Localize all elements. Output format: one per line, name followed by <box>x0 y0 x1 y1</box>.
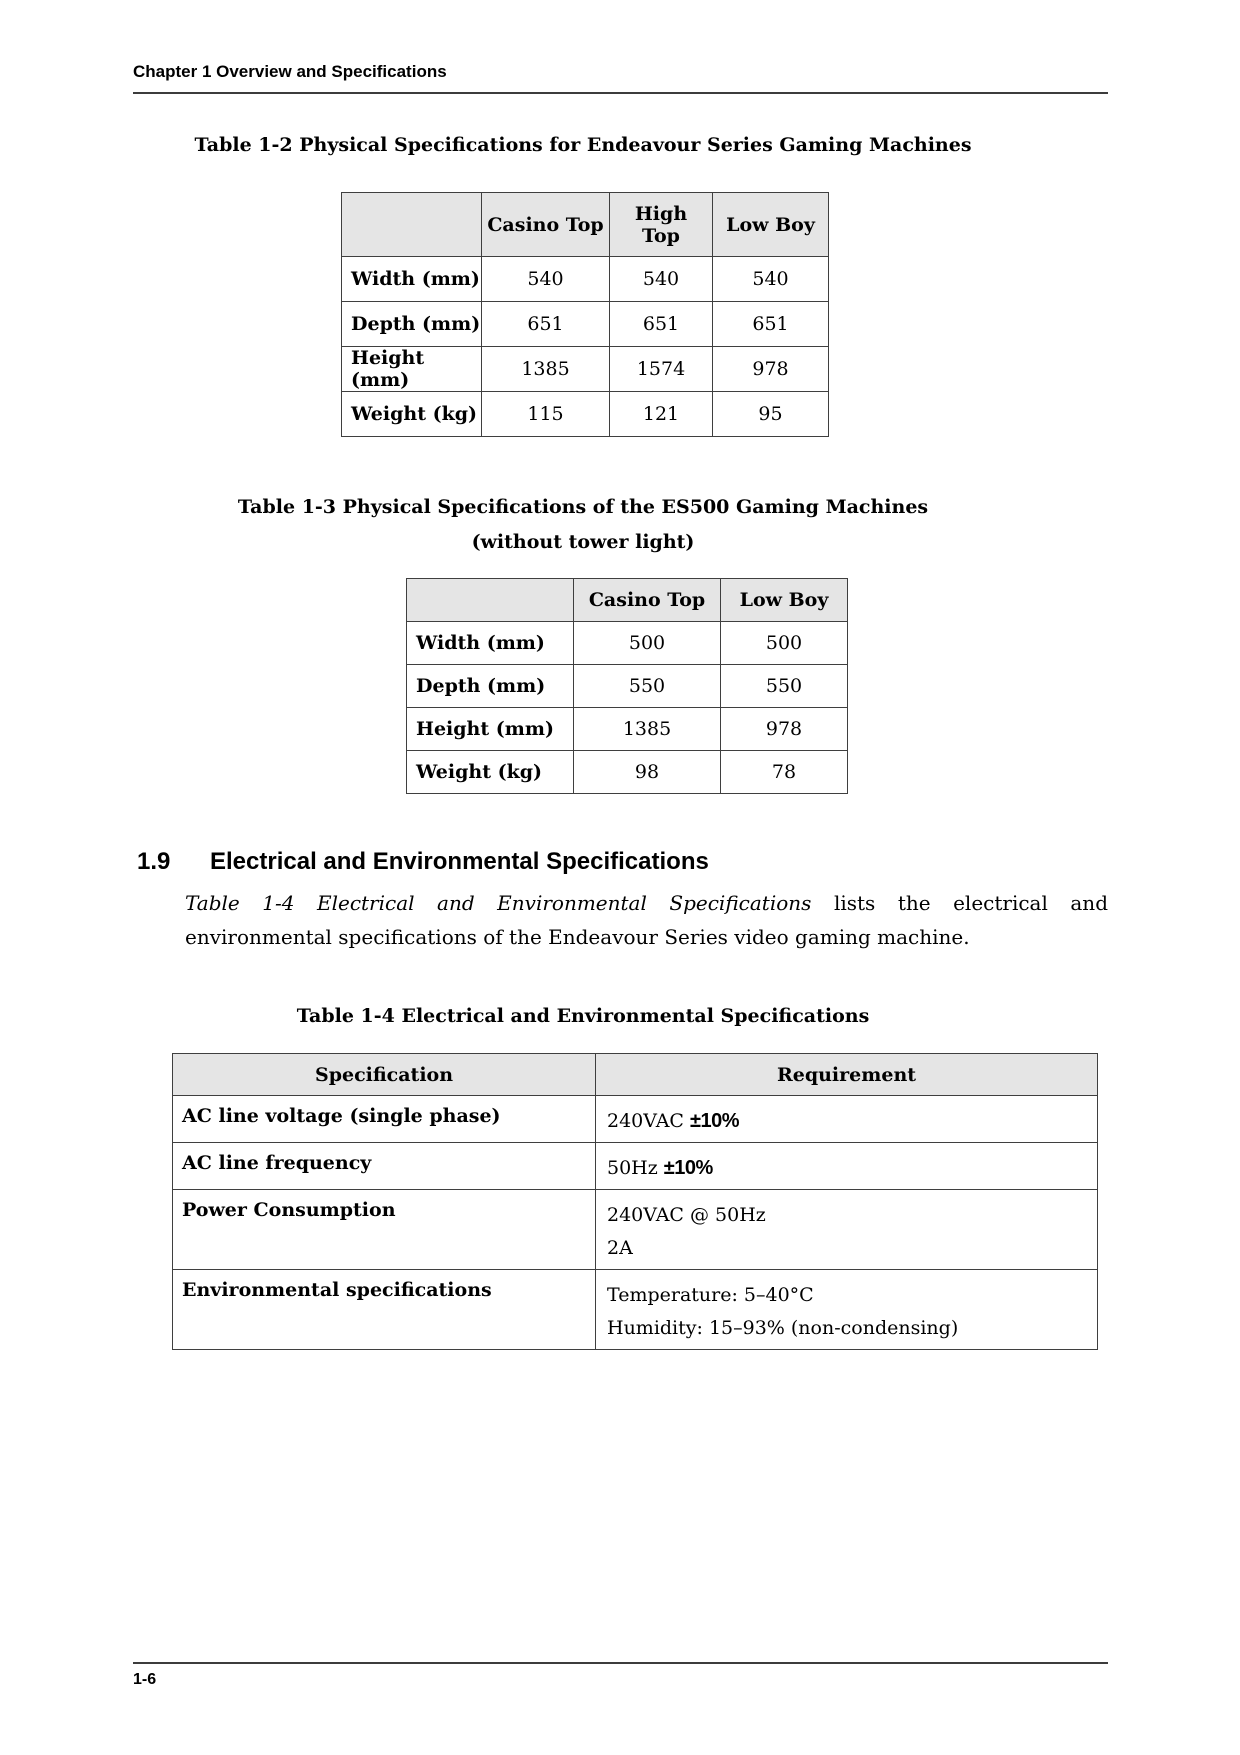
column-header: Low Boy <box>713 193 829 257</box>
column-header: Low Boy <box>721 579 848 622</box>
section-number: 1.9 <box>137 848 171 875</box>
table-1-3 <box>406 578 848 794</box>
value-cell: 540 <box>482 257 610 302</box>
row-label: Depth (mm) <box>407 665 574 708</box>
value-cell: 1385 <box>574 708 721 751</box>
value-cell: 978 <box>713 347 829 392</box>
value-cell: 121 <box>610 392 713 437</box>
body-text: lists the electrical and environmental specifications of the Endeavour Series video gaming machine. <box>185 891 1108 949</box>
requirement-cell <box>596 1096 1098 1143</box>
table-row <box>407 708 848 751</box>
header-rule <box>133 92 1108 94</box>
footer-rule <box>133 1662 1108 1664</box>
spec-label: AC line frequency <box>173 1143 596 1190</box>
row-label: Width (mm) <box>407 622 574 665</box>
value-cell: 500 <box>574 622 721 665</box>
row-label: Weight (kg) <box>407 751 574 794</box>
value-cell: 500 <box>721 622 848 665</box>
column-header: Requirement <box>596 1054 1098 1096</box>
value-cell: 1385 <box>482 347 610 392</box>
table-1-4-caption: Table 1-4 Electrical and Environmental Specifications <box>296 1005 870 1027</box>
table-row <box>342 302 829 347</box>
tolerance-text: ±10% <box>690 1110 740 1132</box>
requirement-text: 50Hz <box>607 1157 664 1179</box>
table-1-3-caption <box>133 490 1033 560</box>
column-header: Casino Top <box>482 193 610 257</box>
value-cell: 550 <box>721 665 848 708</box>
chapter-header: Chapter 1 Overview and Specifications <box>133 62 447 81</box>
value-cell: 540 <box>713 257 829 302</box>
spec-label: Power Consumption <box>173 1190 596 1270</box>
table-row <box>173 1190 1098 1270</box>
page-number: 1-6 <box>133 1671 157 1688</box>
table-1-3-caption-line1: Table 1-3 Physical Specifications of the ES500 Gaming Machines <box>237 496 929 518</box>
table-row <box>173 1143 1098 1190</box>
table-row <box>342 257 829 302</box>
corner-cell <box>342 193 482 257</box>
column-header: Specification <box>173 1054 596 1096</box>
table-reference-italic: Table 1-4 Electrical and Environmental Specifications <box>185 891 812 915</box>
requirement-cell <box>596 1143 1098 1190</box>
value-cell: 651 <box>482 302 610 347</box>
table-header-row <box>407 579 848 622</box>
row-label: Weight (kg) <box>342 392 482 437</box>
body-paragraph <box>185 886 1108 954</box>
requirement-line: 2A <box>607 1237 633 1259</box>
table-row <box>173 1096 1098 1143</box>
value-cell: 651 <box>610 302 713 347</box>
section-title: Electrical and Environmental Specifications <box>210 848 709 875</box>
section-heading <box>137 848 709 876</box>
table-row <box>342 392 829 437</box>
table-row <box>407 751 848 794</box>
table-1-3-caption-line2: (without tower light) <box>471 531 695 553</box>
spec-label: Environmental specifications <box>173 1270 596 1350</box>
spec-label: AC line voltage (single phase) <box>173 1096 596 1143</box>
table-row <box>407 622 848 665</box>
table-row <box>173 1270 1098 1350</box>
table-1-2 <box>341 192 829 437</box>
requirement-line: Humidity: 15–93% (non-condensing) <box>607 1317 959 1339</box>
table-row <box>407 665 848 708</box>
row-label: Height (mm) <box>407 708 574 751</box>
row-label: Depth (mm) <box>342 302 482 347</box>
requirement-cell <box>596 1270 1098 1350</box>
requirement-line: Temperature: 5–40°C <box>607 1284 814 1306</box>
table-header-row <box>342 193 829 257</box>
table-1-4 <box>172 1053 1098 1350</box>
value-cell: 98 <box>574 751 721 794</box>
value-cell: 95 <box>713 392 829 437</box>
requirement-line: 240VAC @ 50Hz <box>607 1204 766 1226</box>
column-header: Casino Top <box>574 579 721 622</box>
value-cell: 540 <box>610 257 713 302</box>
table-header-row <box>173 1054 1098 1096</box>
row-label: Width (mm) <box>342 257 482 302</box>
tolerance-text: ±10% <box>663 1157 713 1179</box>
value-cell: 978 <box>721 708 848 751</box>
value-cell: 78 <box>721 751 848 794</box>
column-header: High Top <box>610 193 713 257</box>
value-cell: 1574 <box>610 347 713 392</box>
value-cell: 550 <box>574 665 721 708</box>
table-1-2-caption: Table 1-2 Physical Specifications for Endeavour Series Gaming Machines <box>194 134 972 156</box>
row-label: Height (mm) <box>342 347 482 392</box>
value-cell: 115 <box>482 392 610 437</box>
requirement-cell <box>596 1190 1098 1270</box>
table-row <box>342 347 829 392</box>
corner-cell <box>407 579 574 622</box>
requirement-text: 240VAC <box>607 1110 690 1132</box>
value-cell: 651 <box>713 302 829 347</box>
